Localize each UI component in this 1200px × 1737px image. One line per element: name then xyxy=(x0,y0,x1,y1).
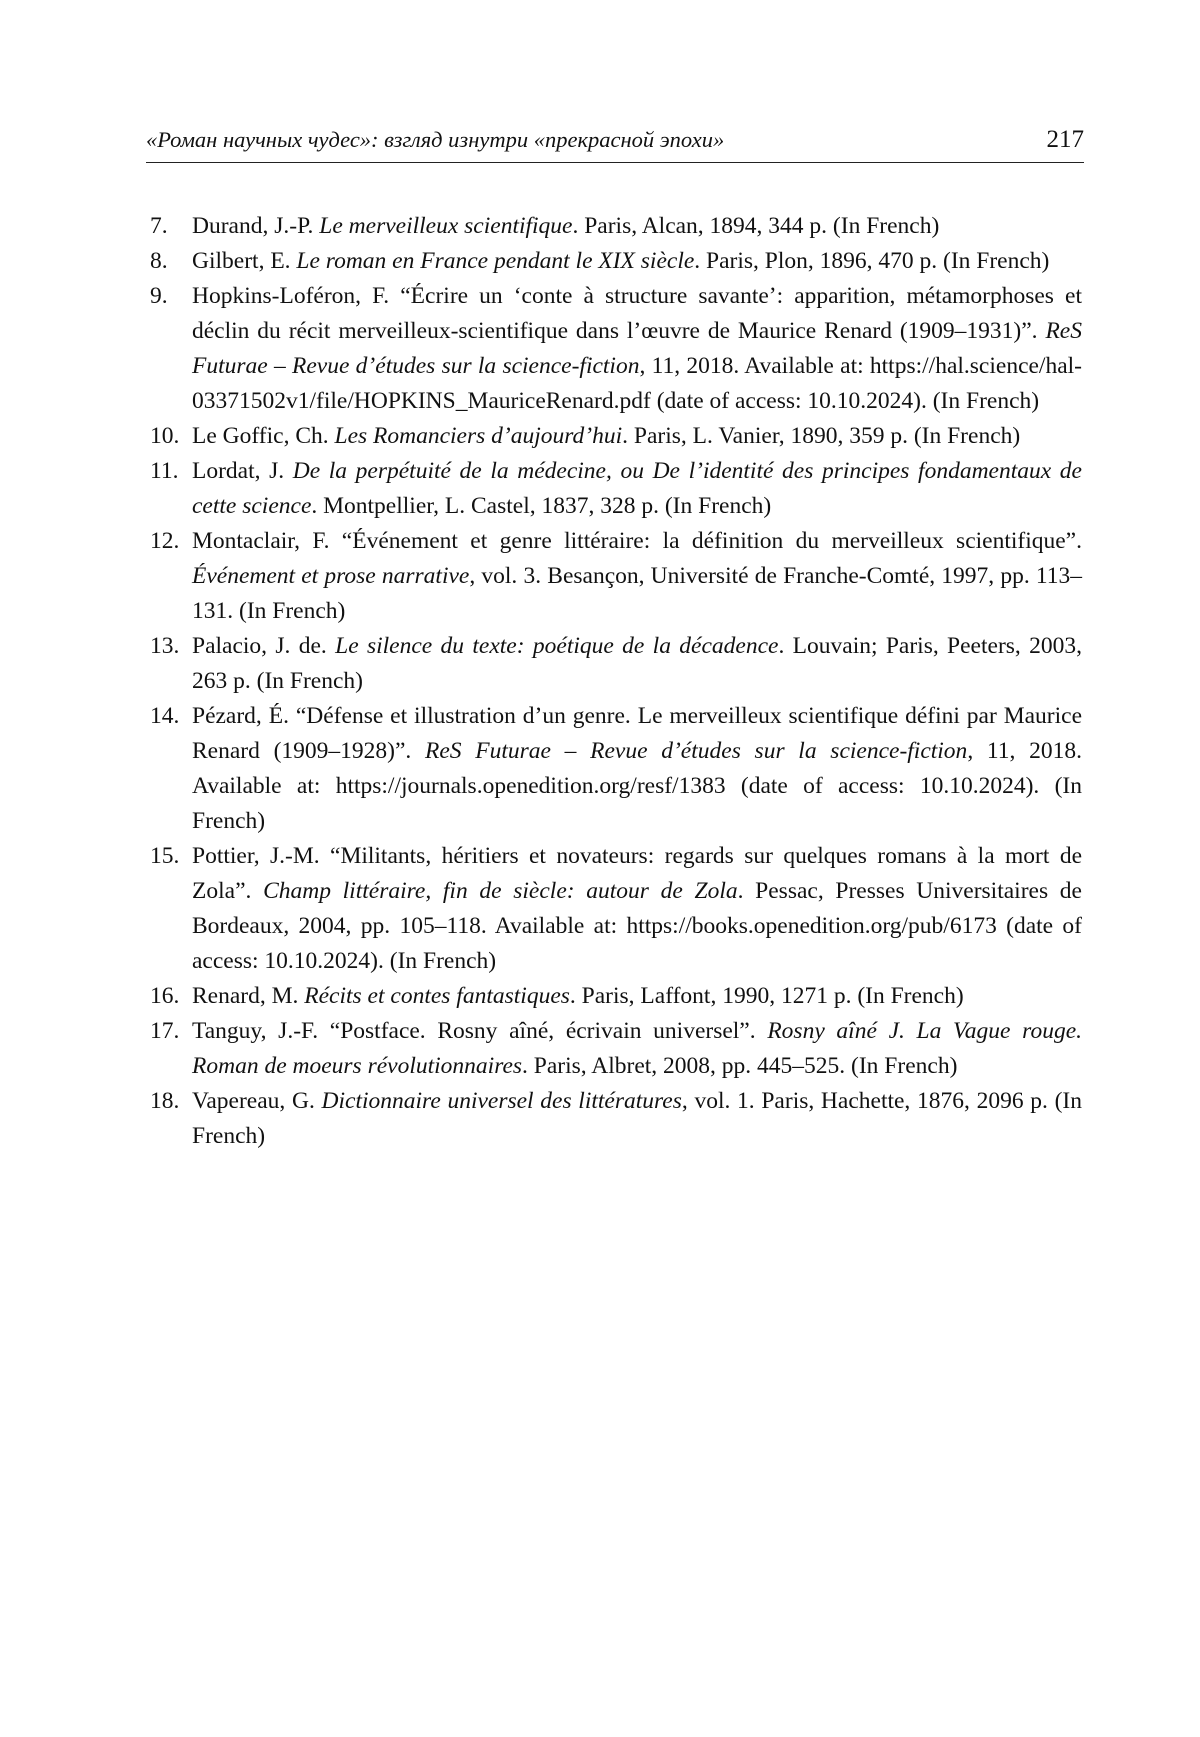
reference-item xyxy=(150,1084,1082,1154)
reference-number: 10. xyxy=(150,423,180,449)
reference-title: Le silence du texte: poétique de la décadence xyxy=(335,633,779,659)
reference-item xyxy=(150,454,1082,524)
reference-details: . Paris, Albret, 2008, pp. 445–525. (In French) xyxy=(522,1053,958,1079)
reference-text: Lordat, J. xyxy=(192,458,293,484)
reference-title: Champ littéraire, fin de siècle: autour de Zola xyxy=(263,878,738,904)
reference-title: Rosny aîné J. La Vague rouge. Roman de moeurs révolutionnaires xyxy=(192,1018,1082,1079)
reference-details: . Montpellier, L. Castel, 1837, 328 p. (In French) xyxy=(311,493,772,519)
reference-item xyxy=(150,979,1082,1014)
reference-number: 11. xyxy=(150,458,179,484)
reference-details: , 11, 2018. Available at: https://journals.openedition.org/resf/1383 (date of access: 10.10.2024). (In French) xyxy=(192,738,1082,834)
reference-item xyxy=(150,1014,1082,1084)
reference-text: Gilbert, E. xyxy=(192,248,297,274)
reference-list xyxy=(150,209,1082,1154)
reference-number: 7. xyxy=(150,213,168,239)
reference-number: 17. xyxy=(150,1018,180,1044)
reference-title: De la perpétuité de la médecine, ou De l’identité des principes fondamentaux de cette science xyxy=(192,458,1082,519)
reference-title: Le merveilleux scientifique xyxy=(319,213,573,239)
page-number: 217 xyxy=(1046,126,1084,153)
reference-number: 18. xyxy=(150,1088,180,1114)
reference-details: . Louvain; Paris, Peeters, 2003, 263 p. (In French) xyxy=(192,633,1083,694)
reference-text: Hopkins-Loféron, F. “Écrire un ‘conte à structure savante’: apparition, métamorphoses et déclin du récit merveilleux-scientifique dans l’œuvre de Maurice Renard (1909–1931)”. xyxy=(192,283,1082,344)
reference-text: Pottier, J.-M. “Militants, héritiers et novateurs: regards sur quelques romans à la mort de Zola”. xyxy=(192,843,1082,904)
reference-details: . Paris, Plon, 1896, 470 p. (In French) xyxy=(694,248,1050,274)
reference-details: , vol. 1. Paris, Hachette, 1876, 2096 p. (In French) xyxy=(192,1088,1082,1149)
reference-item xyxy=(150,209,1082,244)
reference-text: Vapereau, G. xyxy=(192,1088,322,1114)
reference-details: . Paris, Alcan, 1894, 344 p. (In French) xyxy=(572,213,940,239)
reference-item xyxy=(150,524,1082,629)
reference-title: Récits et contes fantastiques xyxy=(304,983,570,1009)
reference-title: Le roman en France pendant le XIX siècle xyxy=(296,248,695,274)
reference-details: . Paris, Laffont, 1990, 1271 p. (In French) xyxy=(569,983,964,1009)
reference-text: Tanguy, J.-F. “Postface. Rosny aîné, écrivain universel”. xyxy=(192,1018,768,1044)
reference-item xyxy=(150,629,1082,699)
reference-item xyxy=(150,279,1082,419)
reference-text: Montaclair, F. “Événement et genre littéraire: la définition du merveilleux scientifique”. xyxy=(192,528,1082,554)
reference-item xyxy=(150,244,1082,279)
reference-number: 12. xyxy=(150,528,180,554)
reference-title: Événement et prose narrative xyxy=(192,563,470,589)
reference-title: ReS Futurae – Revue d’études sur la science-fiction xyxy=(425,738,968,764)
reference-details: , vol. 3. Besançon, Université de Franche-Comté, 1997, pp. 113–131. (In French) xyxy=(192,563,1082,624)
reference-details: , 11, 2018. Available at: https://hal.science/hal-03371502v1/file/HOPKINS_MauriceRenard.pdf (date of access: 10.10.2024). (In French) xyxy=(192,353,1082,414)
reference-number: 8. xyxy=(150,248,168,274)
running-title: «Роман научных чудес»: взгляд изнутри «прекрасной эпохи» xyxy=(146,127,725,152)
reference-title: ReS Futurae – Revue d’études sur la science-fiction xyxy=(192,318,1082,379)
reference-item xyxy=(150,699,1082,839)
reference-details: . Paris, L. Vanier, 1890, 359 p. (In French) xyxy=(622,423,1021,449)
reference-text: Pézard, É. “Défense et illustration d’un genre. Le merveilleux scientifique défini par Maurice Renard (1909–1928)”. xyxy=(192,703,1082,764)
reference-number: 15. xyxy=(150,843,180,869)
reference-text: Renard, M. xyxy=(192,983,305,1009)
reference-text: Palacio, J. de. xyxy=(192,633,336,659)
reference-details: . Pessac, Presses Universitaires de Bordeaux, 2004, pp. 105–118. Available at: https://books.openedition.org/pub/6173 (date of access: 10.10.2024). (In French) xyxy=(192,878,1082,974)
reference-title: Dictionnaire universel des littératures xyxy=(321,1088,682,1114)
reference-text: Le Goffic, Ch. xyxy=(192,423,335,449)
reference-number: 9. xyxy=(150,283,168,309)
reference-number: 13. xyxy=(150,633,180,659)
reference-item xyxy=(150,419,1082,454)
reference-number: 14. xyxy=(150,703,180,729)
reference-title: Les Romanciers d’aujourd’hui xyxy=(334,423,623,449)
running-header xyxy=(146,126,1084,163)
reference-number: 16. xyxy=(150,983,180,1009)
reference-text: Durand, J.-P. xyxy=(192,213,320,239)
reference-item xyxy=(150,839,1082,979)
